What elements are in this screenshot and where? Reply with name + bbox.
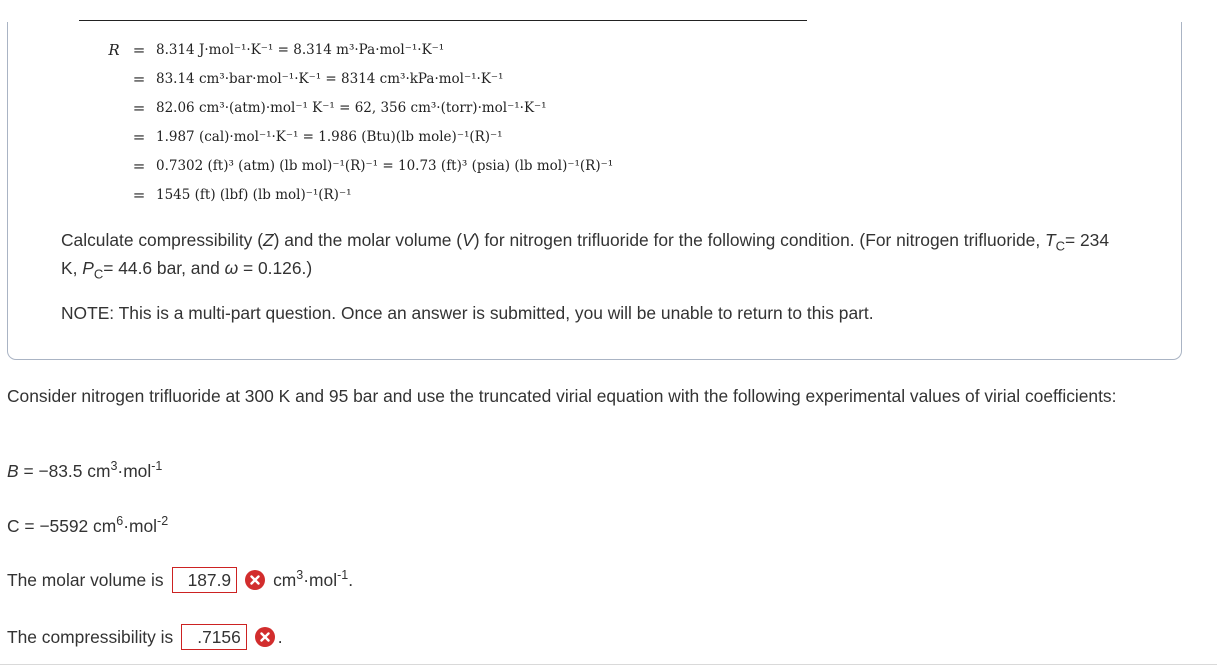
compressibility-answer-row [7,624,283,650]
top-rule [79,20,807,21]
bottom-rule [0,664,1217,665]
compressibility-period: . [277,626,283,647]
x-circle-icon [245,570,265,590]
equals-sign: = [132,156,146,175]
omega-symbol: ω [224,258,239,279]
equals-sign: = [132,69,146,88]
compressibility-label: The compressibility is [7,626,174,647]
equals-sign: = [132,98,146,117]
pc-symbol: P [82,258,94,279]
tc-subscript: C [1055,238,1066,254]
constant-value: 1.987 (cal)·mol⁻¹·K⁻¹ = 1.986 (Btu)(lb mole)⁻¹(R)⁻¹ [156,128,503,145]
molar-volume-input[interactable]: 187.9 [172,567,238,593]
molar-volume-unit: $cm^3\cdot mol^{-1}$. [273,567,354,590]
x-circle-icon [255,627,275,647]
v-symbol: V [462,230,474,250]
constant-value: 83.14 cm³·bar·mol⁻¹·K⁻¹ = 8314 cm³·kPa·mol⁻¹·K⁻¹ [156,70,504,87]
constant-value: 82.06 cm³·(atm)·mol⁻¹ K⁻¹ = 62, 356 cm³·(torr)·mol⁻¹·K⁻¹ [156,99,547,116]
pc-subscript: C [93,266,104,282]
equals-sign: = [132,127,146,146]
constant-row [100,93,613,122]
constant-row [100,151,613,180]
coefficient-c: C = −5592 $cm^6\cdot mol^{-2}$ [7,514,169,536]
equals-sign: = [132,185,146,204]
gas-constant-table [100,35,613,209]
coefficient-b: B = −83.5 $cm^3\cdot mol^{-1}$ [7,459,163,481]
z-symbol: Z [263,230,274,250]
constant-row [100,35,613,64]
constant-value: 1545 (ft) (lbf) (lb mol)⁻¹(R)⁻¹ [156,186,352,203]
scenario-text: Consider nitrogen trifluoride at 300 K and 95 bar and use the truncated virial equation with the following experimental values of virial coefficients: [7,386,1117,406]
tc-symbol: T [1045,230,1056,250]
problem-statement: Calculate compressibility (Z) and the molar volume (V) for nitrogen trifluoride for the following condition. (For nitrogen trifluoride, $T_C= 234$ K, $P_C= 44.6$ bar, and ω = 0.126.) [61,230,1110,282]
gas-constant-symbol: R [108,40,120,59]
multi-part-note: NOTE: This is a multi-part question. Once an answer is submitted, you will be unable to return to this part. [61,303,874,323]
constant-value: 0.7302 (ft)³ (atm) (lb mol)⁻¹(R)⁻¹ = 10.73 (ft)³ (psia) (lb mol)⁻¹(R)⁻¹ [156,157,614,174]
molar-volume-answer-row [7,567,353,593]
constant-value: 8.314 J·mol⁻¹·K⁻¹ = 8.314 m³·Pa·mol⁻¹·K⁻¹ [156,41,445,58]
compressibility-input[interactable]: .7156 [181,624,247,650]
molar-volume-label: The molar volume is [7,569,164,590]
constant-row [100,180,613,209]
equals-sign: = [132,40,146,59]
constant-row [100,122,613,151]
constant-row [100,64,613,93]
